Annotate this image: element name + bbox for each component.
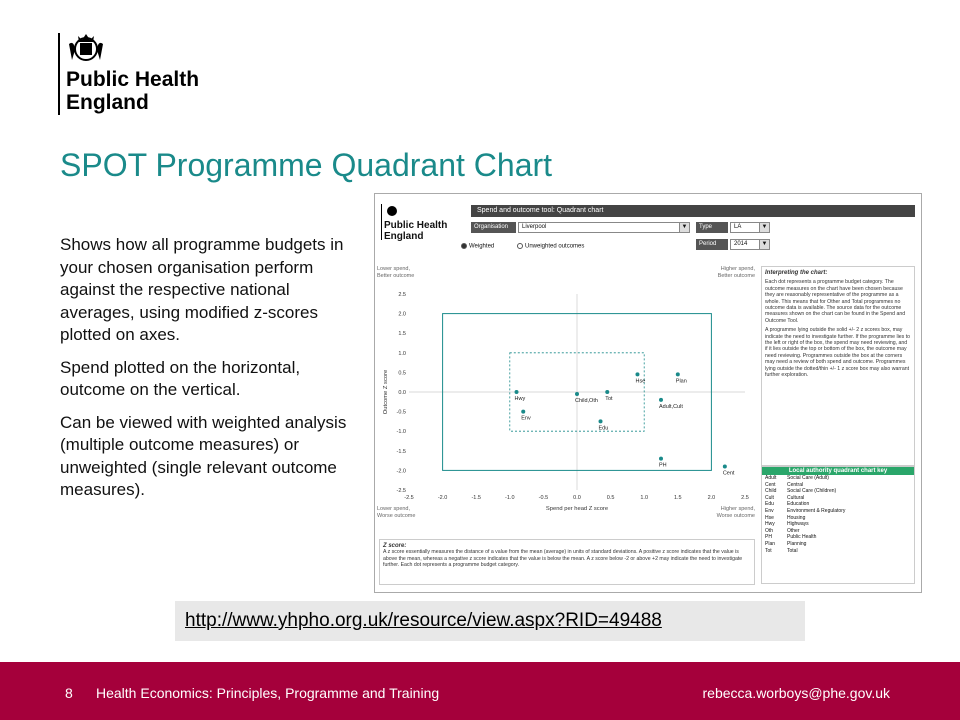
chart-key-code: Oth xyxy=(765,527,774,534)
period-select[interactable] xyxy=(730,239,770,250)
weighted-radio[interactable] xyxy=(461,243,494,250)
data-point xyxy=(521,410,525,414)
chart-key-description: Highways xyxy=(787,521,809,528)
chart-key-rows xyxy=(762,475,914,554)
type-select[interactable] xyxy=(730,222,770,233)
chart-key-description: Planning xyxy=(787,540,807,547)
data-point xyxy=(599,419,603,423)
x-tick-label: 1.5 xyxy=(673,495,682,501)
x-tick-label: 0.0 xyxy=(573,495,581,501)
radio-selected-icon[interactable] xyxy=(461,243,467,249)
chart-key-title: Local authority quadrant chart key xyxy=(762,467,914,475)
chart-key-code: Edu xyxy=(765,501,774,508)
footer-course: Health Economics: Principles, Programme and Training xyxy=(96,685,440,701)
quadrant-label-top-left: Better outcome xyxy=(377,273,415,279)
tool-logo-divider xyxy=(381,204,382,240)
chart-key xyxy=(761,466,915,584)
logo-line1: Public Health xyxy=(66,68,200,91)
chevron-down-icon[interactable]: ▼ xyxy=(759,240,769,249)
quadrant-label-top-left: Lower spend, xyxy=(377,266,411,272)
chart-key-code: Hse xyxy=(765,514,774,521)
footer xyxy=(0,662,960,720)
radio-unselected-icon[interactable] xyxy=(517,243,523,249)
x-tick-label: -2.0 xyxy=(437,495,448,501)
chart-key-description: Cultural xyxy=(787,494,805,501)
chart-key-row xyxy=(762,508,914,515)
interpretation-panel xyxy=(761,266,915,466)
chart-key-code: PH xyxy=(765,534,772,541)
x-axis-label: Spend per head Z score xyxy=(545,506,609,512)
chart-key-description: Environment & Regulatory xyxy=(787,507,846,514)
type-value: LA xyxy=(734,224,742,230)
data-point xyxy=(605,390,609,394)
y-tick-label: 2.5 xyxy=(398,292,406,298)
chart-key-row xyxy=(762,495,914,502)
data-point xyxy=(659,457,663,461)
chart-key-description: Social Care (Children) xyxy=(787,488,837,495)
x-tick-label: 1.0 xyxy=(640,495,649,501)
data-point-label: Plan xyxy=(675,378,687,385)
chart-key-row xyxy=(762,488,914,495)
chart-key-code: Adult xyxy=(765,475,777,481)
data-point xyxy=(515,390,519,394)
chart-key-description: Total xyxy=(787,547,798,554)
y-tick-label: 0.5 xyxy=(398,370,406,377)
chart-key-code: Cult xyxy=(765,494,774,501)
tool-logo xyxy=(384,204,447,242)
y-tick-label: 1.0 xyxy=(398,350,406,357)
data-point xyxy=(575,392,579,396)
data-point xyxy=(659,398,663,402)
quadrant-label-top-right: Better outcome xyxy=(717,273,755,279)
quadrant-label-bottom-right: Higher spend, xyxy=(720,506,755,512)
chart-key-description: Social Care (Adult) xyxy=(787,475,829,481)
x-tick-label: -1.5 xyxy=(471,495,481,501)
z-score-box xyxy=(379,539,755,585)
chart-key-row xyxy=(762,534,914,541)
slide-title: SPOT Programme Quadrant Chart xyxy=(60,147,553,183)
chart-key-description: Central xyxy=(787,481,804,488)
chart-key-row xyxy=(762,548,914,555)
x-tick-label: 2.5 xyxy=(741,495,749,501)
tool-logo-line1: Public Health xyxy=(384,220,448,231)
royal-crest-icon xyxy=(66,30,106,66)
period-value: 2014 xyxy=(734,241,748,247)
y-tick-label: 1.5 xyxy=(398,331,406,338)
data-point-label: Child,Oth xyxy=(575,397,598,404)
chart-key-description: Other xyxy=(787,527,800,534)
organisation-label: Organisation xyxy=(471,222,516,233)
organisation-value: Liverpool xyxy=(522,224,547,230)
quadrant-label-top-right: Higher spend, xyxy=(720,266,755,272)
type-label: Type xyxy=(696,222,728,233)
weighted-label: Weighted xyxy=(469,243,495,250)
z-score-title: Z score: xyxy=(383,543,407,549)
data-point-label: Hse xyxy=(635,378,646,385)
tool-screenshot xyxy=(374,193,922,593)
data-point-label: Hwy xyxy=(514,396,526,402)
data-point-label: Env xyxy=(521,415,531,422)
y-tick-label: -2.0 xyxy=(396,468,406,475)
page-number: 8 xyxy=(65,685,73,701)
x-tick-label: -2.5 xyxy=(404,495,414,501)
quadrant-label-bottom-left: Lower spend, xyxy=(377,506,411,512)
chart-key-row xyxy=(762,475,914,482)
chart-key-code: Hwy xyxy=(765,521,775,528)
chart-key-row xyxy=(762,482,914,489)
unweighted-radio[interactable] xyxy=(517,243,584,250)
data-point-label: Tot xyxy=(605,396,613,402)
body-text xyxy=(60,234,365,512)
resource-link[interactable]: http://www.yhpho.org.uk/resource/view.aspx?RID=49488 xyxy=(175,601,805,641)
chart-key-code: Env xyxy=(765,507,774,514)
quadrant-chart xyxy=(375,262,759,534)
interpretation-title: Interpreting the chart: xyxy=(765,270,828,276)
x-tick-label: -1.0 xyxy=(505,495,515,501)
chart-key-row xyxy=(762,521,914,528)
period-label: Period xyxy=(696,239,728,250)
x-tick-label: -0.5 xyxy=(538,495,549,501)
chart-key-description: Education xyxy=(787,501,810,508)
unweighted-label: Unweighted outcomes xyxy=(525,243,585,250)
data-point-label: Adult,Cult xyxy=(659,403,683,410)
logo-line2: England xyxy=(66,91,149,114)
organisation-select[interactable] xyxy=(518,222,690,233)
quadrant-label-bottom-right: Worse outcome xyxy=(716,513,755,519)
chart-key-code: Tot xyxy=(765,547,772,554)
x-tick-label: 2.0 xyxy=(707,495,716,501)
chart-key-row xyxy=(762,501,914,508)
tool-header: Spend and outcome tool: Quadrant chart xyxy=(471,205,915,217)
x-tick-label: 0.5 xyxy=(606,495,615,501)
y-tick-label: -1.0 xyxy=(396,429,406,436)
data-point-label: Edu xyxy=(598,425,609,432)
tool-crest-icon xyxy=(384,204,400,217)
data-point xyxy=(635,372,639,376)
y-tick-label: -2.5 xyxy=(396,488,406,494)
quadrant-label-bottom-left: Worse outcome xyxy=(377,513,416,519)
data-point-label: Cent xyxy=(722,470,735,477)
footer-email: rebecca.worboys@phe.gov.uk xyxy=(702,685,890,701)
data-point xyxy=(723,464,727,468)
z-score-text: A z score essentially measures the distance of a value from the mean (average) in units of standard deviations. A positive z score indicates that the value is above the mean, whereas a negative z score indicates that the value is below the mean. A z score below -2 or above +2 may indicate the need to investigate further. Each dot represents a programme budget category. xyxy=(383,549,743,569)
chart-key-description: Housing xyxy=(787,514,806,521)
y-axis-label: Outcome Z score xyxy=(383,369,389,415)
phe-logo xyxy=(66,68,199,114)
body-paragraph-2: Spend plotted on the horizontal, outcome on the vertical. xyxy=(60,357,301,399)
chart-key-code: Plan xyxy=(765,540,776,547)
chart-key-row xyxy=(762,541,914,548)
logo-divider xyxy=(58,33,60,115)
chart-key-row xyxy=(762,528,914,535)
tool-logo-line2: England xyxy=(384,231,424,242)
data-point-label: PH xyxy=(659,462,667,469)
chart-key-code: Cent xyxy=(765,481,776,488)
chevron-down-icon[interactable]: ▼ xyxy=(759,223,769,232)
data-point xyxy=(676,372,680,376)
chart-key-code: Child xyxy=(765,488,777,495)
body-paragraph-3: Can be viewed with weighted analysis (multiple outcome measures) or unweighted (single relevant outcome measures). xyxy=(60,412,347,499)
body-paragraph-1: Shows how all programme budgets in your chosen organisation perform against the respective national averages, using modified z-scores plotted on axes. xyxy=(60,235,344,344)
chart-key-description: Public Health xyxy=(787,534,817,541)
y-tick-label: 2.0 xyxy=(398,311,406,318)
chart-key-row xyxy=(762,515,914,522)
y-tick-label: -0.5 xyxy=(396,409,406,416)
interpretation-text-2: A programme lying outside the solid +/- 2 z scores box, may indicate the need to investigate further. If the programme lies to the left or right of the box, the spend may need reviewing, and if it lies outside the top or bottom of the box, the outcome may need reviewing. Programmes outside the box at the corners may need a review of both spend and outcome. Programmes lying outside the dotted/thin +/- 1 z score box may also warrant further exploration. xyxy=(765,327,911,379)
y-tick-label: -1.5 xyxy=(396,448,406,455)
y-tick-label: 0.0 xyxy=(398,390,406,396)
chevron-down-icon[interactable]: ▼ xyxy=(679,223,689,232)
interpretation-text-1: Each dot represents a programme budget category. The outcome measures on the chart have been chosen because they are reasonably representative of the programme as a whole. This means that for Other and Total programmes no outcome data is available. The source data for the outcome measures shown on the chart can be found in the Spend and Outcome Tool. xyxy=(765,279,906,324)
